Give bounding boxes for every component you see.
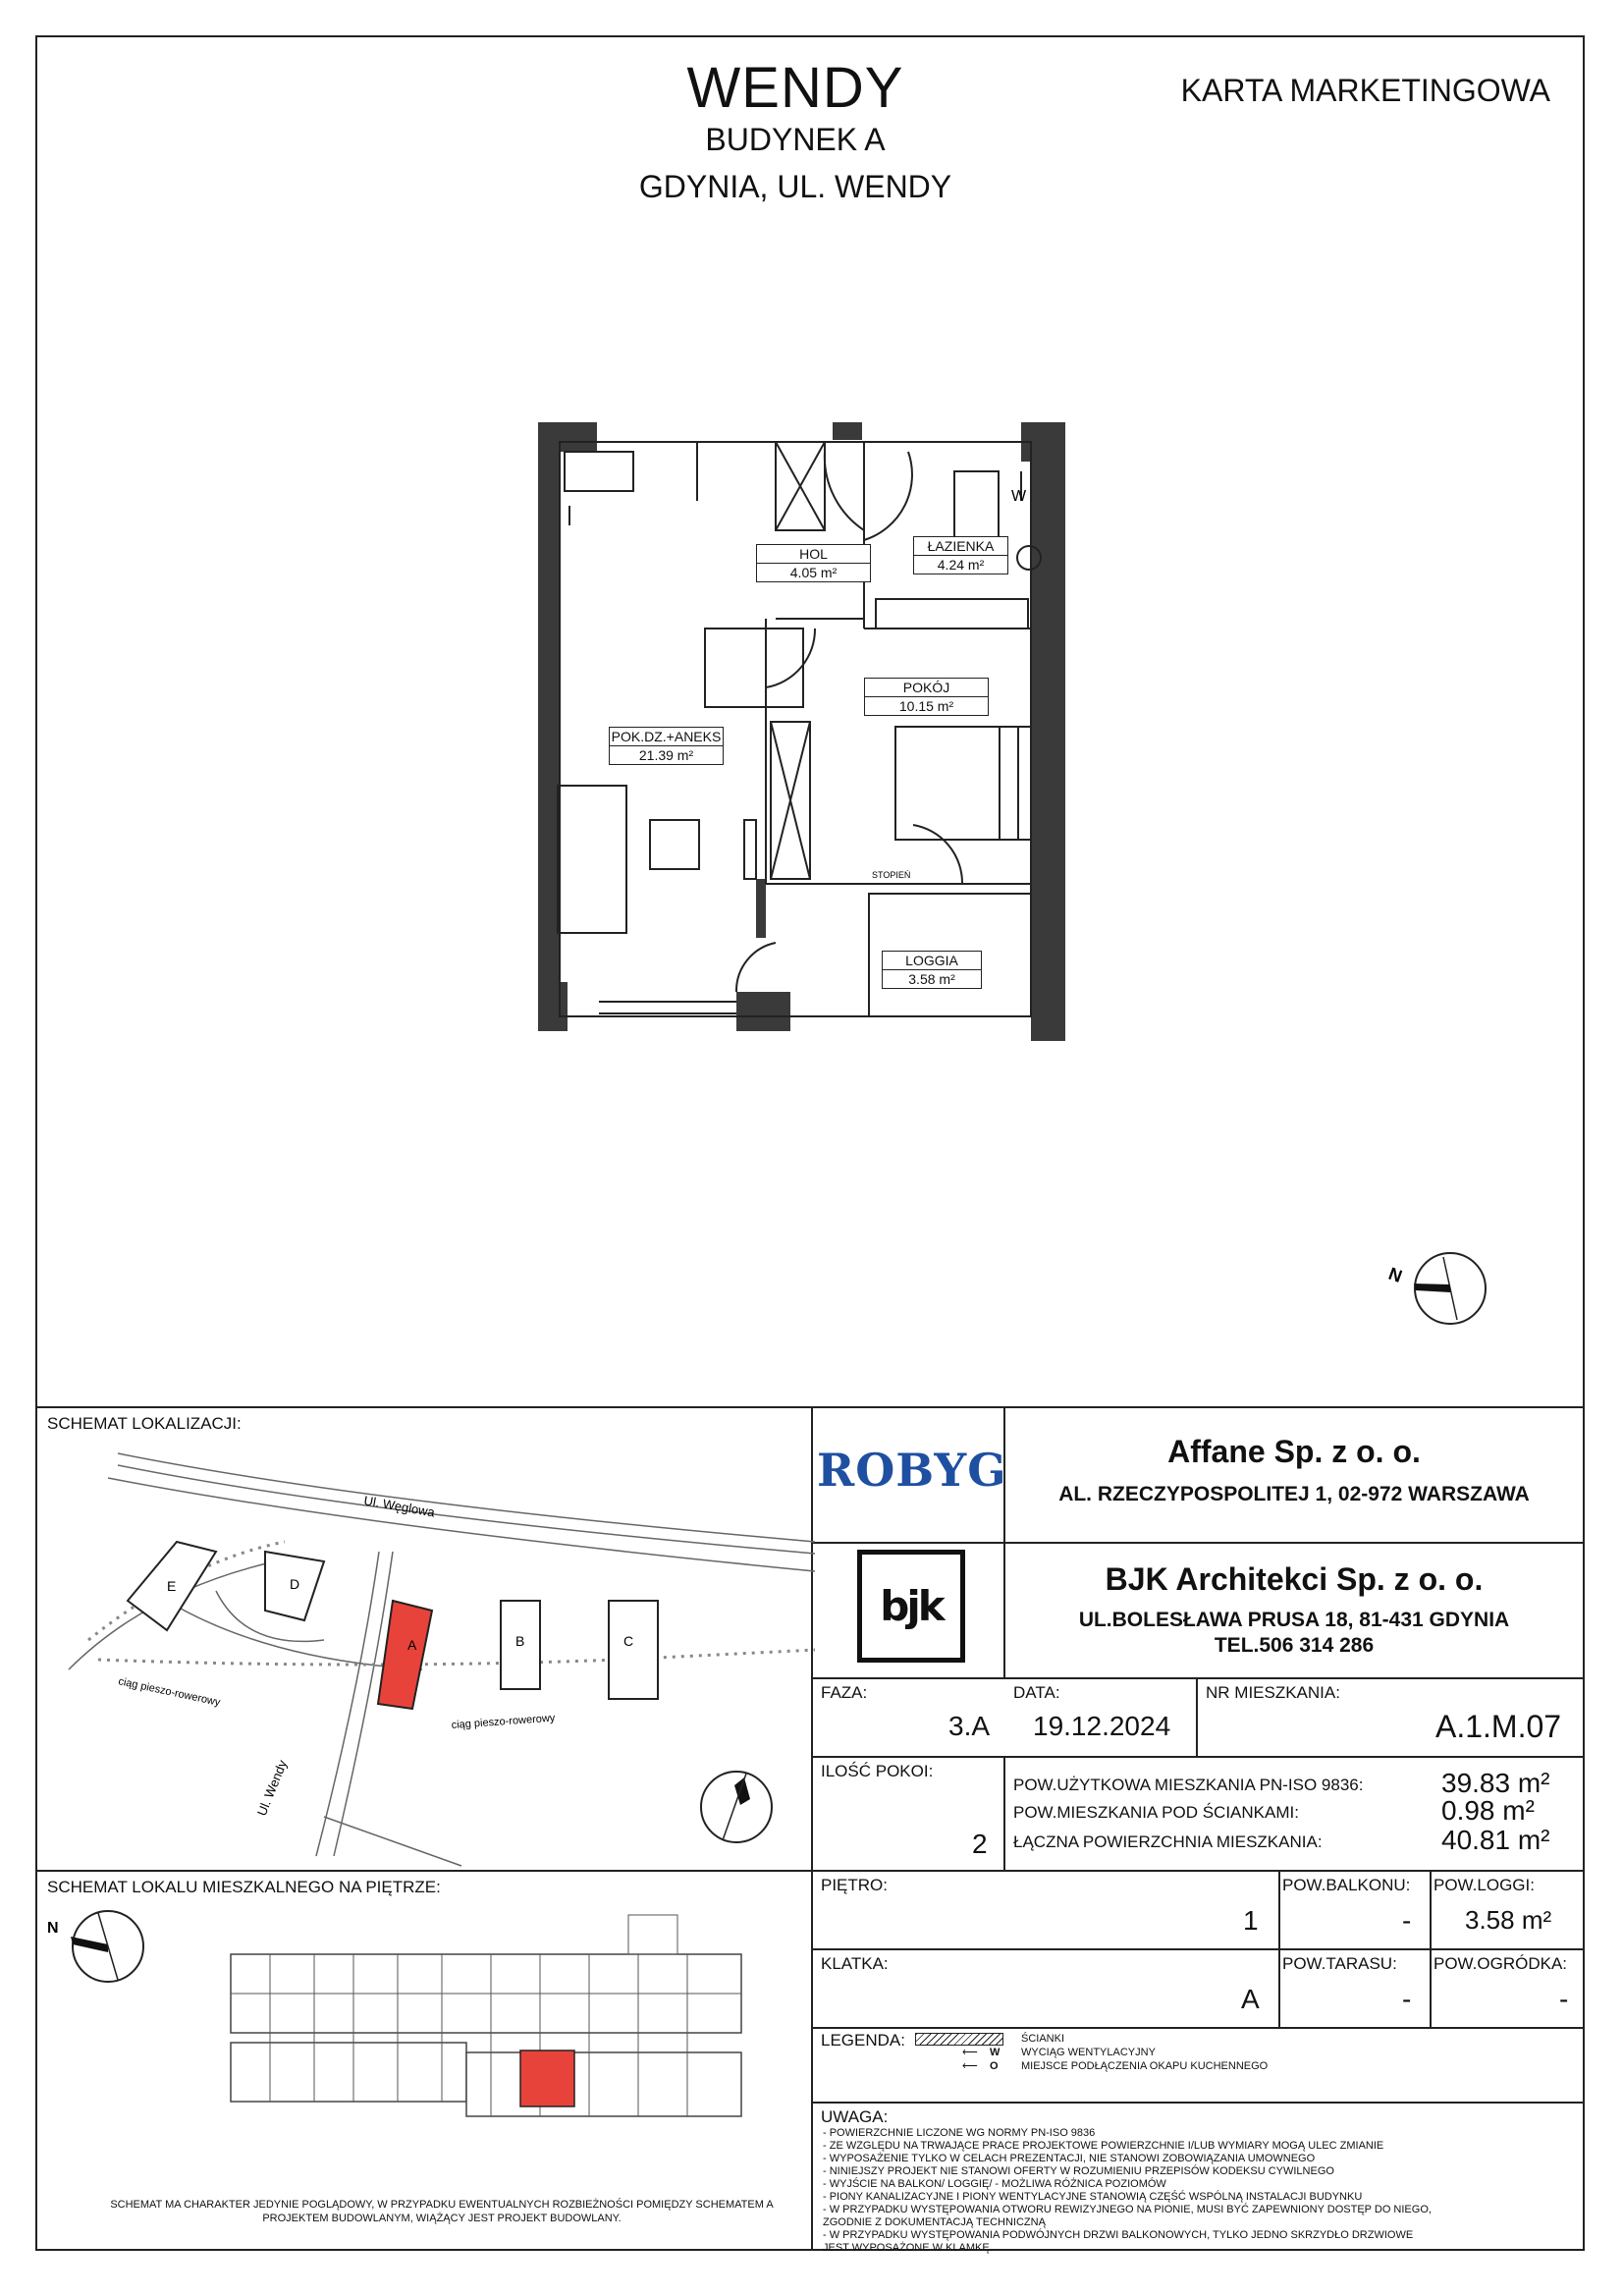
divider xyxy=(811,1542,1585,1544)
loggia-value: 3.58 m² xyxy=(1465,1905,1552,1935)
divider xyxy=(1003,1756,1005,1870)
building-a: A xyxy=(407,1637,417,1653)
architect-phone: TEL.506 314 286 xyxy=(1214,1634,1375,1657)
pow-uzyt-value: 39.83 m² xyxy=(1441,1768,1550,1798)
legend-item: WYCIĄG WENTYLACYJNY xyxy=(1021,2047,1156,2058)
room-name: LOGGIA xyxy=(905,953,958,968)
path-label: ciąg pieszo-rowerowy xyxy=(117,1675,222,1709)
developer-address: AL. RZECZYPOSPOLITEJ 1, 02-972 WARSZAWA xyxy=(1058,1483,1530,1505)
pow-sciankami-label: POW.MIESZKANIA POD ŚCIANKAMI: xyxy=(1013,1803,1299,1822)
path-label: ciąg pieszo-rowerowy xyxy=(451,1712,556,1731)
room-label-lazienka xyxy=(913,536,1008,574)
divider xyxy=(811,1870,1585,1872)
balkon-label: POW.BALKONU: xyxy=(1282,1876,1411,1894)
data-value: 19.12.2024 xyxy=(1033,1711,1171,1741)
pow-laczna-label: ŁĄCZNA POWIERZCHNIA MIESZKANIA: xyxy=(1013,1832,1323,1851)
room-label-loggia xyxy=(882,951,982,989)
street-label: Ul. Węglowa xyxy=(362,1493,436,1520)
architect-address: UL.BOLESŁAWA PRUSA 18, 81-431 GDYNIA xyxy=(1078,1609,1510,1631)
room-label-salon xyxy=(609,727,724,765)
location-title: SCHEMAT LOKALIZACJI: xyxy=(47,1414,242,1433)
building-c: C xyxy=(623,1633,634,1649)
faza-value: 3.A xyxy=(948,1711,991,1741)
location-map xyxy=(69,1444,815,1866)
faza-label: FAZA: xyxy=(821,1683,868,1702)
pietro-value: 1 xyxy=(1243,1905,1259,1936)
room-area: 21.39 m² xyxy=(610,745,723,764)
divider xyxy=(811,1948,1585,1950)
vent-mark-w: W xyxy=(1011,488,1027,505)
bjk-logo xyxy=(857,1550,965,1663)
north-letter: N xyxy=(47,1920,59,1937)
arrow-left-icon: ⟵ xyxy=(962,2047,978,2058)
nr-label: NR MIESZKANIA: xyxy=(1206,1683,1340,1702)
room-name: HOL xyxy=(799,546,828,562)
divider xyxy=(35,1406,1585,1408)
building-label: BUDYNEK A xyxy=(705,122,886,157)
klatka-value: A xyxy=(1241,1984,1260,2014)
uwaga-line: - WYPOSAŻENIE TYLKO W CELACH PREZENTACJI, NIE STANOWI ZOBOWIĄZANIA UMOWNEGO xyxy=(823,2153,1316,2164)
legend-mark: W xyxy=(990,2047,1001,2058)
pow-uzyt-label: POW.UŻYTKOWA MIESZKANIA PN-ISO 9836: xyxy=(1013,1776,1364,1794)
walls-hatch-icon xyxy=(915,2033,1003,2046)
building-b: B xyxy=(515,1633,525,1649)
room-label-hol xyxy=(756,544,871,582)
taras-value: - xyxy=(1402,1984,1412,2014)
ogrodek-label: POW.OGRÓDKA: xyxy=(1434,1954,1568,1973)
step-mark: STOPIEŃ xyxy=(872,870,911,880)
north-letter: N xyxy=(1385,1263,1405,1286)
uwaga-line: - W PRZYPADKU WYSTĘPOWANIA PODWÓJNYCH DRZWI BALKONOWYCH, TYLKO JEDNO SKRZYDŁO DRZWIOWE JEST WYPOSAŻONE W KLAMKĘ xyxy=(823,2229,1414,2254)
pokoje-label: ILOŚĆ POKOI: xyxy=(821,1762,934,1780)
legend-mark: O xyxy=(990,2060,999,2072)
taras-label: POW.TARASU: xyxy=(1282,1954,1397,1973)
uwaga-line: - PIONY KANALIZACYJNE I PIONY WENTYLACYJNE STANOWIĄ CZĘŚĆ WSPÓLNĄ INSTALACJI BUDYNKU xyxy=(823,2191,1363,2203)
loggia-label: POW.LOGGI: xyxy=(1434,1876,1535,1894)
divider xyxy=(35,1870,813,1872)
building-e: E xyxy=(167,1578,177,1594)
klatka-label: KLATKA: xyxy=(821,1954,889,1973)
pokoje-value: 2 xyxy=(972,1829,988,1859)
room-area: 4.24 m² xyxy=(914,555,1007,574)
building-d: D xyxy=(290,1576,300,1592)
architect-name: BJK Architekci Sp. z o. o. xyxy=(1105,1561,1484,1597)
project-title: WENDY xyxy=(686,56,904,120)
legend-item: ŚCIANKI xyxy=(1021,2033,1065,2045)
room-name: POK.DZ.+ANEKS xyxy=(611,729,722,744)
doc-type: KARTA MARKETINGOWA xyxy=(1180,73,1550,108)
divider xyxy=(811,1756,1585,1758)
room-area: 3.58 m² xyxy=(883,969,981,988)
uwaga-line: - ZE WZGLĘDU NA TRWAJĄCE PRACE PROJEKTOWE POWIERZCHNIE I/LUB WYMIARY MOGĄ ULEC ZMIANIE xyxy=(823,2140,1384,2152)
developer-name: Affane Sp. z o. o. xyxy=(1167,1434,1421,1469)
floor-schema-title: SCHEMAT LOKALU MIESZKALNEGO NA PIĘTRZE: xyxy=(47,1878,441,1896)
balkon-value: - xyxy=(1402,1905,1412,1936)
robyg-logo: ROBYG xyxy=(817,1444,1007,1497)
address-label: GDYNIA, UL. WENDY xyxy=(638,169,952,204)
arrow-left-icon: ⟵ xyxy=(962,2060,978,2072)
divider xyxy=(1196,1677,1198,1756)
legend-title: LEGENDA: xyxy=(821,2031,905,2050)
floor-schema-note: SCHEMAT MA CHARAKTER JEDYNIE POGLĄDOWY, W PRZYPADKU EWENTUALNYCH ROZBIEŻNOŚCI POMIĘDZY SCHEMATEM A PROJEKTEM BUDOWLANYM, WIĄŻĄCY JEST PROJEKT BUDOWLANY. xyxy=(110,2199,774,2224)
room-area: 10.15 m² xyxy=(865,696,988,715)
room-name: POKÓJ xyxy=(902,680,950,695)
uwaga-title: UWAGA: xyxy=(821,2107,889,2126)
room-label-pokoj xyxy=(864,678,989,716)
uwaga-list xyxy=(823,2127,1432,2255)
legend-item: MIEJSCE PODŁĄCZENIA OKAPU KUCHENNEGO xyxy=(1021,2060,1269,2072)
north-arrow-icon xyxy=(1384,1247,1492,1326)
uwaga-line: - WYJŚCIE NA BALKON/ LOGGIĘ/ - MOŻLIWA RÓŻNICA POZIOMÓW xyxy=(823,2178,1166,2190)
uwaga-line: - POWIERZCHNIE LICZONE WG NORMY PN-ISO 9836 xyxy=(823,2127,1096,2139)
uwaga-line: - NINIEJSZY PROJEKT NIE STANOWI OFERTY W ROZUMIENIU PRZEPISÓW KODEKSU CYWILNEGO xyxy=(823,2165,1334,2177)
uwaga-line: - W PRZYPADKU WYSTĘPOWANIA OTWORU REWIZYJNEGO NA PIONIE, MUSI BYĆ ZAPEWNIONY DOSTĘP DO NIEGO, ZGODNIE Z DOKUMENTACJĄ TECHNICZNĄ xyxy=(823,2204,1432,2228)
divider xyxy=(811,2027,1585,2029)
divider xyxy=(811,1677,1585,1679)
nr-value: A.1.M.07 xyxy=(1435,1709,1562,1744)
data-label: DATA: xyxy=(1013,1683,1060,1702)
room-area: 4.05 m² xyxy=(757,563,870,581)
floor-schema-map xyxy=(47,1895,785,2190)
pietro-label: PIĘTRO: xyxy=(821,1876,889,1894)
pow-sciankami-value: 0.98 m² xyxy=(1441,1795,1535,1826)
room-name: ŁAZIENKA xyxy=(927,538,995,554)
street-label: Ul. Wendy xyxy=(253,1758,291,1819)
bjk-logo-text: bjk xyxy=(880,1582,943,1630)
divider xyxy=(811,2102,1585,2104)
ogrodek-value: - xyxy=(1559,1984,1569,2014)
pow-laczna-value: 40.81 m² xyxy=(1441,1825,1550,1855)
